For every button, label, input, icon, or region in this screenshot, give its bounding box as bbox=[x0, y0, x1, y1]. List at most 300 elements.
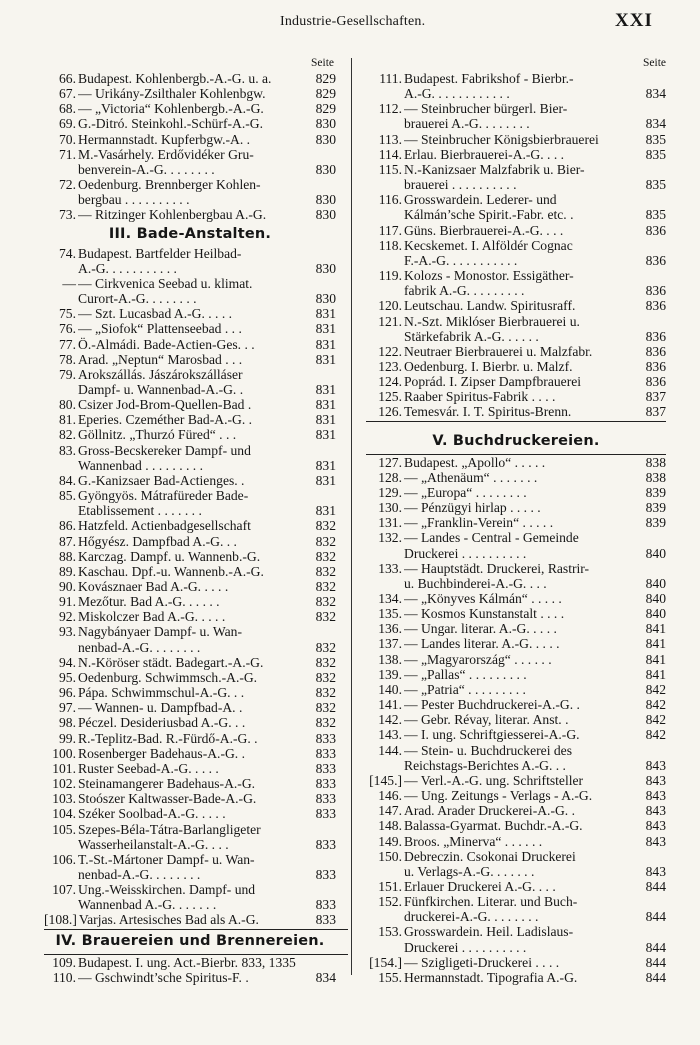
entry-number: 118. bbox=[378, 237, 402, 253]
entry-text: Etablissement . . . . . . . bbox=[78, 503, 202, 519]
entry-line bbox=[78, 337, 336, 352]
entry-body bbox=[78, 579, 336, 594]
entry-line bbox=[78, 640, 336, 655]
entry-body bbox=[78, 806, 336, 821]
entry-body bbox=[78, 670, 336, 685]
index-entry bbox=[44, 955, 336, 970]
entry-number: 102. bbox=[52, 776, 76, 792]
entry-page: 836 bbox=[645, 328, 666, 344]
entry-number: 114. bbox=[378, 146, 402, 162]
entry-text: Grosswardein. Heil. Ladislaus- bbox=[404, 924, 574, 940]
entry-line bbox=[78, 192, 336, 207]
entry-page: 833 bbox=[315, 791, 336, 807]
entry-line bbox=[404, 955, 666, 970]
index-entry bbox=[366, 743, 666, 773]
entry-page: 837 bbox=[645, 389, 666, 405]
index-entry bbox=[366, 223, 666, 238]
index-entry bbox=[366, 389, 666, 404]
entry-page: 839 bbox=[645, 484, 666, 500]
index-entry bbox=[44, 443, 336, 473]
entry-page: 835 bbox=[645, 131, 666, 147]
index-entry bbox=[366, 101, 666, 131]
index-entry bbox=[44, 276, 336, 306]
entry-line bbox=[404, 268, 666, 283]
entry-line bbox=[404, 788, 666, 803]
entry-body bbox=[404, 606, 666, 621]
entry-page: 836 bbox=[645, 252, 666, 268]
index-entry bbox=[366, 470, 666, 485]
entry-line bbox=[78, 291, 336, 306]
section-rule bbox=[366, 421, 666, 422]
entry-number: 84. bbox=[59, 472, 76, 488]
entry-number: 95. bbox=[59, 669, 76, 685]
entry-number: 128. bbox=[378, 469, 402, 485]
entry-text: — Stein- u. Buchdruckerei des bbox=[404, 742, 572, 758]
entry-number: 68. bbox=[59, 101, 76, 117]
index-entry bbox=[366, 970, 666, 985]
entry-text: Hermannstadt. Tipografia A.-G. bbox=[404, 969, 578, 985]
entry-line bbox=[78, 822, 336, 837]
entry-text: — Cirkvenica Seebad u. klimat. bbox=[78, 275, 253, 291]
entry-text: benverein-A.-G. . . . . . . . bbox=[78, 161, 215, 177]
entry-page: 832 bbox=[315, 533, 336, 549]
entry-text: Budapest. I. ung. Act.-Bierbr. 833, 1335 bbox=[78, 954, 296, 970]
entry-number: 71. bbox=[59, 146, 76, 162]
entry-number: 110. bbox=[52, 969, 76, 985]
entry-page: 833 bbox=[315, 836, 336, 852]
entry-line bbox=[78, 306, 336, 321]
index-entry bbox=[366, 712, 666, 727]
index-entry bbox=[366, 298, 666, 313]
entry-number: 139. bbox=[378, 666, 402, 682]
entry-number: 125. bbox=[378, 389, 402, 405]
entry-text: Ö.-Almádi. Bade-Actien-Ges. . . bbox=[78, 336, 255, 352]
entry-page: 831 bbox=[315, 381, 336, 397]
entry-body bbox=[404, 697, 666, 712]
entry-line bbox=[404, 283, 666, 298]
entry-body bbox=[404, 667, 666, 682]
entry-page: 833 bbox=[315, 760, 336, 776]
entry-page: 829 bbox=[315, 101, 336, 117]
entry-text: — Landes literar. A.-G. . . . . bbox=[404, 636, 560, 652]
entry-line bbox=[78, 132, 336, 147]
entry-line bbox=[78, 970, 336, 985]
entry-body bbox=[78, 71, 336, 86]
entry-body bbox=[404, 314, 666, 344]
entry-body bbox=[78, 685, 336, 700]
entry-page: 836 bbox=[645, 343, 666, 359]
entry-text: R.-Teplitz-Bad. R.-Fürdő-A.-G. . bbox=[78, 730, 258, 746]
entry-text: Hatzfeld. Actienbadgesellschaft bbox=[78, 518, 251, 534]
entry-text: — Verl.-A.-G. ung. Schriftsteller bbox=[404, 772, 584, 788]
entry-text: Erlau. Bierbrauerei-A.-G. . . . bbox=[404, 146, 565, 162]
entry-line bbox=[78, 731, 336, 746]
entry-line bbox=[404, 864, 666, 879]
section-heading: III. Bade-Anstalten. bbox=[108, 225, 272, 242]
index-entry bbox=[44, 207, 336, 222]
entry-line bbox=[404, 389, 666, 404]
entry-line bbox=[404, 162, 666, 177]
index-entry bbox=[44, 352, 336, 367]
entry-line bbox=[404, 344, 666, 359]
entry-text: Eperies. Czeméther Bad-A.-G. . bbox=[78, 412, 253, 428]
entry-text: Arokszállás. Jászárokszálláser bbox=[78, 366, 243, 382]
entry-text: N.-Köröser städt. Badegart.-A.-G. bbox=[78, 654, 264, 670]
entry-number: 152. bbox=[378, 894, 402, 910]
index-entry bbox=[44, 822, 336, 852]
entry-text: Miskolczer Bad A.-G. . . . . bbox=[78, 609, 226, 625]
index-entry bbox=[366, 561, 666, 591]
entry-text: Rosenberger Badehaus-A.-G. . bbox=[78, 745, 245, 761]
entry-number: 97. bbox=[59, 700, 76, 716]
entry-page: 830 bbox=[315, 192, 336, 208]
entry-number: 126. bbox=[378, 404, 402, 420]
entry-page: 833 bbox=[315, 912, 336, 928]
index-entry bbox=[366, 515, 666, 530]
entry-body bbox=[78, 882, 336, 912]
index-entry bbox=[44, 970, 336, 985]
entry-number: 78. bbox=[59, 351, 76, 367]
entry-number: 100. bbox=[52, 745, 76, 761]
entry-number: 148. bbox=[378, 818, 402, 834]
entry-line bbox=[78, 473, 336, 488]
entry-line bbox=[404, 515, 666, 530]
entry-page: 841 bbox=[645, 666, 666, 682]
entry-page: 832 bbox=[315, 700, 336, 716]
entry-text: Varjas. Artesisches Bad als A.-G. bbox=[78, 912, 259, 928]
entry-text: — Szt. Lucasbad A.-G. . . . . bbox=[78, 306, 233, 322]
entry-text: Güns. Bierbrauerei-A.-G. . . . bbox=[404, 222, 564, 238]
entry-line bbox=[404, 546, 666, 561]
entry-text: — „Franklin-Verein“ . . . . . bbox=[404, 515, 554, 531]
entry-text: — Steinbrucher Königsbierbrauerei bbox=[404, 131, 599, 147]
entry-text: — „Patria“ . . . . . . . . . bbox=[404, 681, 526, 697]
entry-line bbox=[404, 192, 666, 207]
index-entry bbox=[366, 924, 666, 954]
entry-text: — Gschwindt’sche Spiritus-F. . bbox=[78, 969, 249, 985]
entry-body bbox=[78, 655, 336, 670]
entry-number: — bbox=[62, 275, 76, 291]
entry-line bbox=[78, 503, 336, 518]
entry-text: Kaschau. Dpf.-u. Wannenb.-A.-G. bbox=[78, 563, 264, 579]
index-entry bbox=[366, 591, 666, 606]
entry-page: 844 bbox=[645, 939, 666, 955]
entry-page: 841 bbox=[645, 636, 666, 652]
entry-body bbox=[78, 337, 336, 352]
entry-body bbox=[404, 834, 666, 849]
entry-body bbox=[78, 852, 336, 882]
entry-line bbox=[78, 458, 336, 473]
entry-text: Debreczin. Csokonai Druckerei bbox=[404, 848, 576, 864]
entry-number: 101. bbox=[52, 760, 76, 776]
index-entry bbox=[366, 132, 666, 147]
entry-line bbox=[78, 776, 336, 791]
entry-page: 831 bbox=[315, 321, 336, 337]
entry-page: 832 bbox=[315, 609, 336, 625]
entry-body bbox=[79, 912, 336, 927]
entry-line bbox=[78, 147, 336, 162]
entry-text: Arad. „Neptun“ Marosbad . . . bbox=[78, 351, 243, 367]
entry-body bbox=[404, 132, 666, 147]
entry-text: N.-Kanizsaer Malzfabrik u. Bier- bbox=[404, 161, 585, 177]
entry-number: 129. bbox=[378, 484, 402, 500]
entry-number: 83. bbox=[59, 442, 76, 458]
entry-body bbox=[404, 470, 666, 485]
entry-body bbox=[78, 412, 336, 427]
entry-text: Druckerei . . . . . . . . . . bbox=[404, 939, 527, 955]
entry-number: 123. bbox=[378, 358, 402, 374]
entry-line bbox=[404, 298, 666, 313]
entry-text: A.-G. . . . . . . . . . . bbox=[78, 260, 177, 276]
entry-body bbox=[78, 177, 336, 207]
entry-line bbox=[404, 314, 666, 329]
entry-text: Neutraer Bierbrauerei u. Malzfabr. bbox=[404, 343, 593, 359]
entry-line bbox=[404, 253, 666, 268]
entry-text: Arad. Arader Druckerei-A.-G. . bbox=[404, 803, 575, 819]
entry-number: 73. bbox=[59, 207, 76, 223]
entry-number: 133. bbox=[378, 560, 402, 576]
entry-body bbox=[404, 818, 666, 833]
entry-text: — „Victoria“ Kohlenbergb.-A.-G. bbox=[78, 101, 264, 117]
entry-page: 842 bbox=[645, 712, 666, 728]
entry-number: 81. bbox=[59, 412, 76, 428]
entry-line bbox=[78, 177, 336, 192]
index-entry bbox=[44, 549, 336, 564]
entry-page: 843 bbox=[645, 803, 666, 819]
entry-number: 138. bbox=[378, 651, 402, 667]
entry-line bbox=[404, 485, 666, 500]
entry-body bbox=[78, 564, 336, 579]
entry-page: 832 bbox=[315, 518, 336, 534]
entry-page: 833 bbox=[315, 897, 336, 913]
index-entry bbox=[366, 500, 666, 515]
entry-line bbox=[404, 773, 666, 788]
entry-page: 841 bbox=[645, 651, 666, 667]
entry-text: Göllnitz. „Thurzó Füred“ . . . bbox=[78, 427, 237, 443]
index-entry bbox=[366, 314, 666, 344]
index-entry bbox=[44, 670, 336, 685]
entry-page: 838 bbox=[645, 469, 666, 485]
entry-number: 153. bbox=[378, 924, 402, 940]
entry-line bbox=[404, 591, 666, 606]
entry-number: 70. bbox=[59, 131, 76, 147]
entry-text: N.-Szt. Miklóser Bierbrauerei u. bbox=[404, 313, 580, 329]
entry-number: 77. bbox=[59, 336, 76, 352]
entry-body bbox=[404, 636, 666, 651]
entry-line bbox=[78, 397, 336, 412]
entry-number: 75. bbox=[59, 306, 76, 322]
entry-page: 843 bbox=[645, 788, 666, 804]
entry-page: 835 bbox=[645, 207, 666, 223]
entry-page: 836 bbox=[645, 358, 666, 374]
entry-line bbox=[78, 564, 336, 579]
entry-body bbox=[78, 534, 336, 549]
entry-body bbox=[78, 367, 336, 397]
entry-text: Kovásznaer Bad A.-G. . . . . bbox=[78, 579, 229, 594]
entry-body bbox=[404, 223, 666, 238]
entry-line bbox=[404, 909, 666, 924]
entry-text: Széker Soolbad-A.-G. . . . . bbox=[78, 806, 226, 822]
entry-page: 832 bbox=[315, 563, 336, 579]
entry-text: Budapest. Bartfelder Heilbad- bbox=[78, 245, 242, 261]
index-entry bbox=[44, 147, 336, 177]
entry-line bbox=[404, 116, 666, 131]
entry-line bbox=[78, 852, 336, 867]
entry-number: 90. bbox=[59, 579, 76, 594]
entry-text: Péczel. Desideriusbad A.-G. . . bbox=[78, 715, 246, 731]
entry-line bbox=[404, 894, 666, 909]
entry-number: 92. bbox=[59, 609, 76, 625]
entry-line bbox=[404, 803, 666, 818]
entry-page: 838 bbox=[645, 454, 666, 470]
entry-line bbox=[78, 549, 336, 564]
entry-text: Hőgyész. Dampfbad A.-G. . . bbox=[78, 533, 237, 549]
entry-body bbox=[404, 788, 666, 803]
entry-line bbox=[404, 132, 666, 147]
entry-line bbox=[404, 879, 666, 894]
column-divider bbox=[351, 58, 352, 975]
entry-body bbox=[404, 682, 666, 697]
entry-line bbox=[78, 162, 336, 177]
entry-text: G.-Kanizsaer Bad-Actienges. . bbox=[78, 472, 245, 488]
entry-line bbox=[404, 147, 666, 162]
entry-text: Oedenburg. Schwimmsch.-A.-G. bbox=[78, 669, 258, 685]
entry-text: — Wannen- u. Dampfbad-A. . bbox=[78, 700, 243, 716]
entry-text: Steinamangerer Badehaus-A.-G. bbox=[78, 776, 256, 792]
index-entry bbox=[44, 761, 336, 776]
entry-number: 122. bbox=[378, 343, 402, 359]
entry-number: 117. bbox=[378, 222, 402, 238]
entry-text: Budapest. „Apollo“ . . . . . bbox=[404, 454, 546, 470]
entry-body bbox=[78, 488, 336, 518]
index-entry bbox=[44, 86, 336, 101]
entry-body bbox=[404, 743, 666, 773]
entry-body bbox=[404, 621, 666, 636]
entry-number: 144. bbox=[378, 742, 402, 758]
entry-line bbox=[404, 621, 666, 636]
index-entry bbox=[366, 697, 666, 712]
entry-number: 109. bbox=[52, 954, 76, 970]
entry-page: 831 bbox=[315, 472, 336, 488]
entry-body bbox=[404, 712, 666, 727]
entry-page: 843 bbox=[645, 863, 666, 879]
index-entry bbox=[366, 652, 666, 667]
entry-line bbox=[404, 223, 666, 238]
entry-line bbox=[404, 758, 666, 773]
entry-body bbox=[78, 246, 336, 276]
entry-page: 830 bbox=[315, 161, 336, 177]
index-entry bbox=[44, 473, 336, 488]
entry-line bbox=[78, 352, 336, 367]
entry-text: Raaber Spiritus-Fabrik . . . . bbox=[404, 389, 556, 405]
entry-page: 830 bbox=[315, 116, 336, 132]
entry-page: 839 bbox=[645, 515, 666, 531]
entry-number: 96. bbox=[59, 685, 76, 701]
entry-page: 831 bbox=[315, 503, 336, 519]
entry-page: 833 bbox=[315, 806, 336, 822]
index-entry bbox=[366, 894, 666, 924]
entry-text: M.-Vasárhely. Erdővidéker Gru- bbox=[78, 146, 254, 162]
entry-text: Leutschau. Landw. Spiritusraff. bbox=[404, 298, 576, 314]
index-entry bbox=[44, 321, 336, 336]
index-entry bbox=[366, 636, 666, 651]
page-number: XXI bbox=[615, 10, 653, 31]
entry-number: 143. bbox=[378, 727, 402, 743]
entry-number: 67. bbox=[59, 86, 76, 102]
entry-page: 834 bbox=[645, 86, 666, 102]
index-entry bbox=[44, 71, 336, 86]
index-entry bbox=[366, 818, 666, 833]
entry-body bbox=[78, 715, 336, 730]
index-entry bbox=[366, 667, 666, 682]
index-entry bbox=[44, 912, 336, 927]
entry-body bbox=[404, 727, 666, 742]
entry-number: 147. bbox=[378, 803, 402, 819]
entry-page: 840 bbox=[645, 575, 666, 591]
entry-page: 833 bbox=[315, 866, 336, 882]
entry-body bbox=[78, 822, 336, 852]
entry-line bbox=[78, 101, 336, 116]
index-entry bbox=[44, 101, 336, 116]
entry-number: 103. bbox=[52, 791, 76, 807]
entry-number: 88. bbox=[59, 548, 76, 564]
entry-text: — „Athenäum“ . . . . . . . bbox=[404, 469, 538, 485]
entry-line bbox=[78, 609, 336, 624]
entry-body bbox=[78, 970, 336, 985]
entry-text: — Gebr. Révay, literar. Anst. . bbox=[404, 712, 569, 728]
entry-number: 140. bbox=[378, 681, 402, 697]
index-entry bbox=[366, 621, 666, 636]
index-entry bbox=[44, 746, 336, 761]
entry-body bbox=[404, 924, 666, 954]
entry-page: 842 bbox=[645, 681, 666, 697]
entry-body bbox=[78, 746, 336, 761]
index-entry bbox=[44, 700, 336, 715]
index-entry bbox=[44, 246, 336, 276]
entry-number: 134. bbox=[378, 591, 402, 606]
entry-number: 82. bbox=[59, 427, 76, 443]
entry-number: 135. bbox=[378, 606, 402, 622]
entry-text: bergbau . . . . . . . . . . bbox=[78, 192, 190, 208]
entry-number: 87. bbox=[59, 533, 76, 549]
entry-text: u. Verlags-A.-G. . . . . . . bbox=[404, 863, 535, 879]
entry-text: Gyöngyös. Mátrafüreder Bade- bbox=[78, 488, 249, 504]
entry-body bbox=[404, 238, 666, 268]
entry-body bbox=[78, 955, 336, 970]
entry-line bbox=[78, 882, 336, 897]
index-entry bbox=[366, 955, 666, 970]
index-entry bbox=[366, 162, 666, 192]
entry-page: 830 bbox=[315, 131, 336, 147]
index-entry bbox=[44, 852, 336, 882]
entry-line bbox=[78, 715, 336, 730]
entry-text: — Ritzinger Kohlenbergbau A.-G. bbox=[78, 207, 267, 223]
entry-number: 86. bbox=[59, 518, 76, 534]
entry-text: Broos. „Minerva“ . . . . . . bbox=[404, 833, 543, 849]
entry-page: 843 bbox=[645, 818, 666, 834]
entry-page: 831 bbox=[315, 412, 336, 428]
entry-number: 115. bbox=[378, 161, 402, 177]
index-entry bbox=[44, 177, 336, 207]
entry-number: 120. bbox=[378, 298, 402, 314]
entry-page: 832 bbox=[315, 579, 336, 594]
index-entry bbox=[366, 455, 666, 470]
entry-body bbox=[404, 773, 666, 788]
entry-page: 832 bbox=[315, 715, 336, 731]
index-entry bbox=[366, 192, 666, 222]
entry-number: 69. bbox=[59, 116, 76, 132]
seite-label: Seite bbox=[311, 57, 334, 69]
